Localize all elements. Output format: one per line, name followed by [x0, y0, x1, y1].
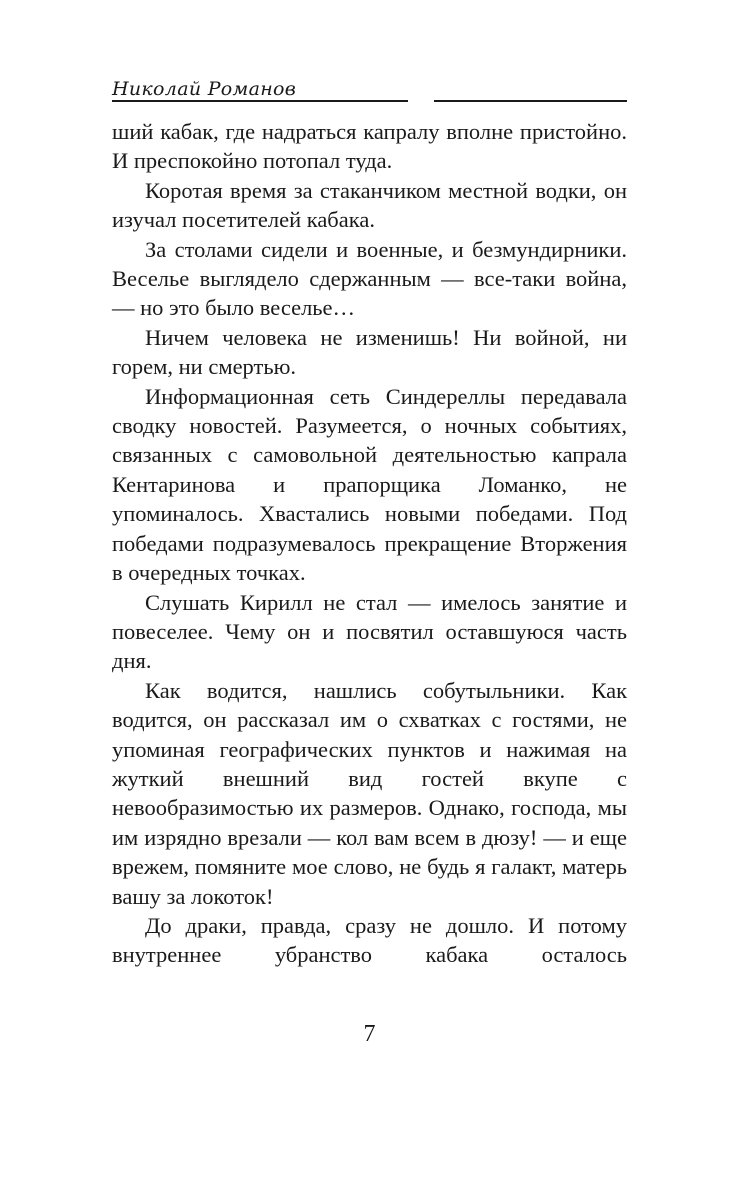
paragraph: Слушать Кирилл не стал — имелось занятие и повеселее. Чему он и посвятил оставшуюся часть дня.: [112, 589, 627, 674]
paragraph: Как водится, нашлись собутыльники. Как водится, он рассказал им о схватках с гостями, не упоминая географических пунктов и нажимая на жуткий внешний вид гостей вкупе с невообразимостью их размеров. Однако, господа, мы им изрядно врезали — кол вам всем в дюзу! — и еще врежем, помяните мое слово, не будь я галакт, матерь вашу за локоток!: [112, 677, 627, 909]
paragraph: Ничем человека не изменишь! Ни войной, ни горем, ни смертью.: [112, 324, 627, 380]
page-number: 7: [363, 1021, 376, 1047]
running-head-rule: [112, 100, 627, 102]
paragraph: Коротая время за стаканчиком местной водки, он изучал посетителей кабака.: [112, 177, 627, 233]
paragraph: Информационная сеть Синдереллы передавала сводку новостей. Разумеется, о ночных событиях, связанных с самовольной деятельностью капрала Кентаринова и прапорщика Ломанко, не упоминалось. Хвастались новыми победами. Под победами подразумевалось прекращение Вторжения в очередных точках.: [112, 383, 627, 586]
paragraph-continues: До драки, правда, сразу не дошло. И потому внутреннее убранство кабака осталось: [112, 912, 627, 968]
running-head-author: Николай Романов: [112, 78, 297, 100]
paragraph: За столами сидели и военные, и безмундирники. Веселье выглядело сдержанным — все-таки война, — но это было веселье…: [112, 236, 627, 321]
running-head-rule-gap: [408, 98, 434, 104]
paragraph-continued: ший кабак, где надраться капралу вполне пристойно. И преспокойно потопал туда.: [112, 119, 627, 174]
running-head: [112, 78, 627, 102]
body-text: [112, 117, 627, 970]
